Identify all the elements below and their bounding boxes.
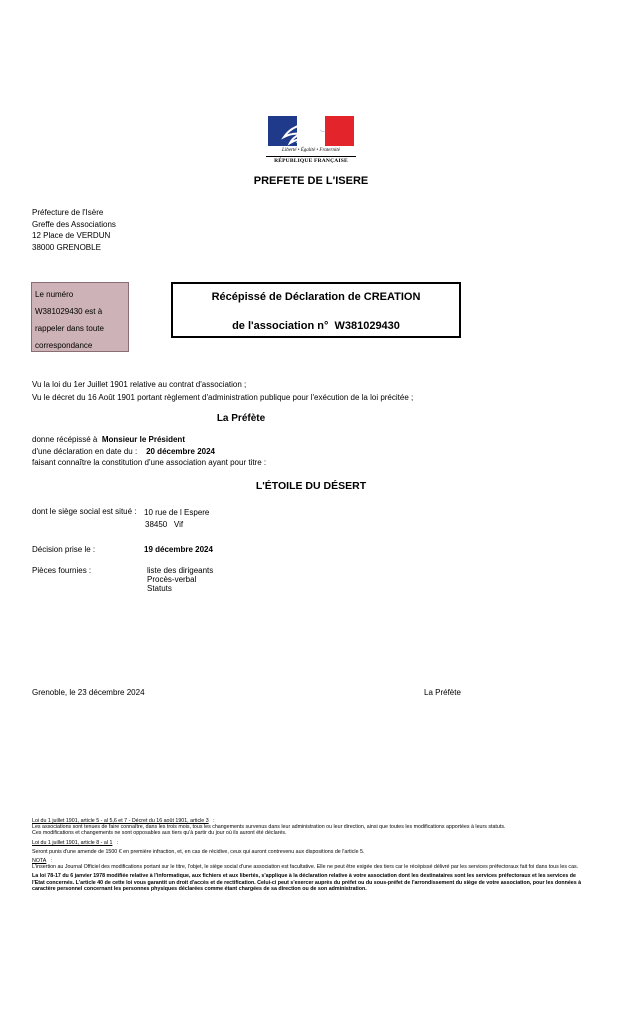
declaration-date-label: d'une déclaration en date du : [32,446,138,456]
association-number-line [173,320,459,332]
republique-francaise-logo [266,114,356,168]
declaration-date-row [32,446,266,458]
reminder-line: rappeler dans toute [35,324,104,333]
address-line: Greffe des Associations [32,219,116,229]
siege-label: dont le siège social est situé : [32,507,137,516]
decision-label: Décision prise le : [32,545,96,554]
receipt-details [32,434,266,469]
piece-item: Statuts [147,584,172,593]
footer-text: Ces modifications et changements ne sont opposables aux tiers qu'à partir du jour où ils auront été déclarés. [32,830,287,837]
association-name: L'ÉTOILE DU DÉSERT [255,480,367,492]
prefecture-address [32,207,116,253]
purpose-row: faisant connaître la constitution d'une association ayant pour titre : [32,458,267,467]
reference-reminder-box [31,282,129,352]
siege-address-line: 38450 Vif [145,520,184,529]
footer-text: Seront punis d'une amende de 1500 € en première infraction, et, en cas de récidive, ceux qui auront contrevenu aux dispositions de l'article 5. [32,848,365,855]
footer-text: Les associations sont tenues de faire connaître, dans les trois mois, tous les changements survenus dans leur administration ou leur direction, ainsi que toutes les modifications apportées à leurs statuts. [32,824,506,831]
footer-reference-1: Loi du 1 juillet 1901, article 5 - al 5,6 et 7 - Décret du 16 août 1901, article 3 : [32,818,215,824]
issuer-title: La Préfète [216,413,266,424]
footer-reference-2: Loi du 1 juillet 1901, article 8 - al 1 : [32,839,119,846]
footer-cnil-notice: La loi 78-17 du 6 janvier 1978 modifiée relative à l'informatique, aux fichiers et aux libertés, s'applique à la déclaration relative à votre association dont les destinataires sont les services préfectoraux et les services de l'Etat concernés. L'article 40 de cette loi vous garantit un droit d'accès et de rectification. Celui-ci peut s'exercer auprès du préfet ou du sous-préfet de l'arrondissement du siège de votre association, pour les données à caractère personnel concernant les personnes physiques déclarées comme étant chargées de sa direction ou de son administration. [32,873,582,892]
address-line: 38000 GRENOBLE [32,242,101,252]
association-number: W381029430 [334,320,400,332]
address-line: 12 Place de VERDUN [32,231,111,240]
reminder-line: Le numéro [35,290,74,299]
declaration-date-value: 20 décembre 2024 [146,446,215,456]
receipt-recipient-row [32,434,266,446]
reminder-line: correspondance [35,341,93,350]
legal-basis [32,378,413,404]
legal-footer [32,818,590,892]
decision-date: 19 décembre 2024 [144,545,213,554]
piece-item: liste des dirigeants [147,566,214,575]
marianne-flag-icon [268,116,354,146]
republic-motto: Liberté • Égalité • Fraternité [282,148,340,153]
footer-nota-label: NOTA : [32,858,53,865]
receipt-title: Récépissé de Déclaration de CREATION [211,291,421,303]
reminder-line: W381029430 est à [35,307,103,316]
receipt-title-box [171,282,461,338]
recipient-value: Monsieur le Président [101,435,185,444]
republic-name: RÉPUBLIQUE FRANÇAISE [266,156,356,165]
prefecture-title: PREFETE DE L'ISERE [253,175,369,187]
address-line: Préfecture de l'Isère [32,208,104,217]
pieces-label: Pièces fournies : [32,566,92,575]
recipient-label: donne récépissé à [32,435,98,444]
siege-address [144,507,209,531]
law-line: Vu le décret du 16 Août 1901 portant règlement d'administration publique pour l'exécution de la loi précitée ; [32,393,414,402]
piece-item: Procès-verbal [147,575,197,584]
law-line: Vu la loi du 1er Juillet 1901 relative au contrat d'association ; [32,380,247,389]
association-number-prefix: de l'association n° [232,320,329,332]
footer-text: L'insertion au Journal Officiel des modifications portant sur le titre, l'objet, le siège social d'une association est facultative. Elle ne peut être exigée des tiers car le récépissé délivré par les services préfectoraux fait foi dans tous les cas. [32,864,579,871]
siege-address-line: 10 rue de l Espere [144,508,210,517]
place-and-date: Grenoble, le 23 décembre 2024 [32,688,145,697]
pieces-list [147,566,213,593]
signature: La Préfète [424,688,461,697]
